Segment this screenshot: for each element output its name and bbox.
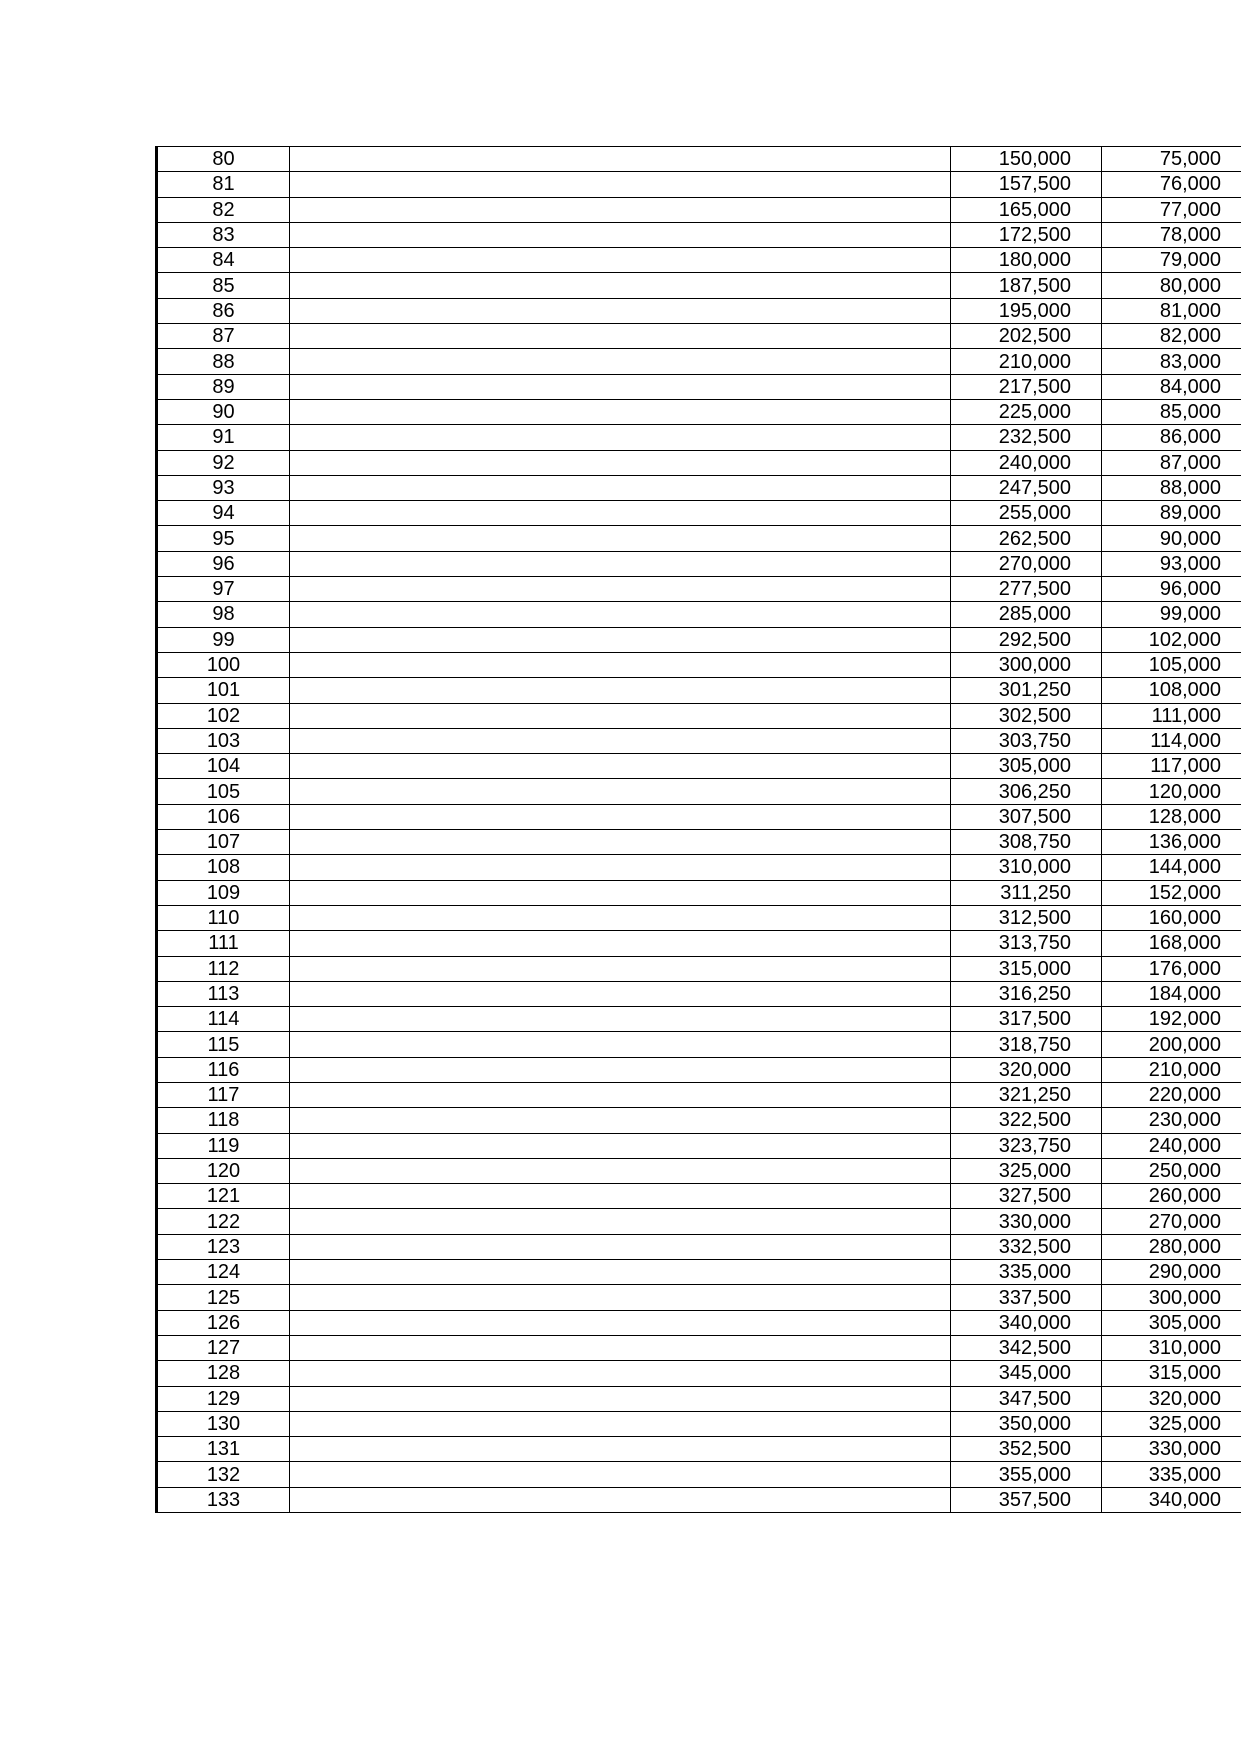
table-row [157,1082,1241,1107]
description-cell [290,981,951,1006]
amount-cell-secondary: 340,000 [1102,1487,1241,1512]
amount-cell-secondary: 79,000 [1102,248,1241,273]
description-cell [290,804,951,829]
row-number-cell: 101 [157,678,290,703]
row-number-cell: 82 [157,197,290,222]
amount-cell-secondary: 290,000 [1102,1260,1241,1285]
row-number-cell: 90 [157,399,290,424]
description-cell [290,1411,951,1436]
table-row [157,1133,1241,1158]
amount-cell: 165,000 [951,197,1102,222]
table-row [157,956,1241,981]
amount-cell-secondary: 99,000 [1102,602,1241,627]
amount-cell: 312,500 [951,905,1102,930]
description-cell [290,298,951,323]
description-cell [290,1487,951,1512]
table-row [157,374,1241,399]
amount-cell-secondary: 81,000 [1102,298,1241,323]
amount-cell: 310,000 [951,855,1102,880]
table-row [157,1158,1241,1183]
table-row [157,1361,1241,1386]
amount-cell-secondary: 270,000 [1102,1209,1241,1234]
row-number-cell: 118 [157,1108,290,1133]
amount-cell: 315,000 [951,956,1102,981]
description-cell [290,551,951,576]
amount-cell-secondary: 88,000 [1102,475,1241,500]
table-row [157,399,1241,424]
amount-cell: 321,250 [951,1082,1102,1107]
amount-cell: 342,500 [951,1335,1102,1360]
table-row [157,577,1241,602]
amount-cell: 320,000 [951,1057,1102,1082]
amount-cell-secondary: 220,000 [1102,1082,1241,1107]
description-cell [290,374,951,399]
description-cell [290,1184,951,1209]
amount-cell: 301,250 [951,678,1102,703]
document-page [155,146,1221,1513]
table-row [157,855,1241,880]
amount-cell-secondary: 78,000 [1102,222,1241,247]
description-cell [290,1234,951,1259]
amount-cell-secondary: 75,000 [1102,147,1241,172]
amount-cell-secondary: 84,000 [1102,374,1241,399]
amount-cell: 247,500 [951,475,1102,500]
amount-cell: 335,000 [951,1260,1102,1285]
description-cell [290,1108,951,1133]
amount-cell: 318,750 [951,1032,1102,1057]
row-number-cell: 124 [157,1260,290,1285]
amount-cell-secondary: 192,000 [1102,1007,1241,1032]
amount-cell: 355,000 [951,1462,1102,1487]
row-number-cell: 106 [157,804,290,829]
row-number-cell: 130 [157,1411,290,1436]
row-number-cell: 86 [157,298,290,323]
amount-cell-secondary: 108,000 [1102,678,1241,703]
row-number-cell: 84 [157,248,290,273]
row-number-cell: 108 [157,855,290,880]
table-row [157,1310,1241,1335]
description-cell [290,1057,951,1082]
row-number-cell: 110 [157,905,290,930]
amount-cell-secondary: 305,000 [1102,1310,1241,1335]
amount-cell: 255,000 [951,501,1102,526]
description-cell [290,399,951,424]
table-row [157,1411,1241,1436]
table-row [157,273,1241,298]
amount-cell: 332,500 [951,1234,1102,1259]
row-number-cell: 120 [157,1158,290,1183]
description-cell [290,1209,951,1234]
description-cell [290,1082,951,1107]
description-cell [290,1437,951,1462]
table-row [157,931,1241,956]
amount-cell: 357,500 [951,1487,1102,1512]
amount-cell: 150,000 [951,147,1102,172]
amount-cell-secondary: 117,000 [1102,754,1241,779]
amount-cell-secondary: 335,000 [1102,1462,1241,1487]
row-number-cell: 105 [157,779,290,804]
row-number-cell: 100 [157,652,290,677]
table-row [157,349,1241,374]
description-cell [290,703,951,728]
description-cell [290,1285,951,1310]
amount-cell-secondary: 102,000 [1102,627,1241,652]
row-number-cell: 122 [157,1209,290,1234]
row-number-cell: 121 [157,1184,290,1209]
amount-cell: 323,750 [951,1133,1102,1158]
description-cell [290,602,951,627]
table-row [157,1007,1241,1032]
amount-cell-secondary: 120,000 [1102,779,1241,804]
amount-cell-secondary: 128,000 [1102,804,1241,829]
description-cell [290,475,951,500]
amount-cell: 325,000 [951,1158,1102,1183]
amount-cell-secondary: 114,000 [1102,728,1241,753]
table-row [157,1335,1241,1360]
table-row [157,1462,1241,1487]
amount-cell: 187,500 [951,273,1102,298]
description-cell [290,450,951,475]
row-number-cell: 132 [157,1462,290,1487]
description-cell [290,652,951,677]
amount-cell: 300,000 [951,652,1102,677]
table-row [157,905,1241,930]
amount-cell-secondary: 168,000 [1102,931,1241,956]
amount-cell-secondary: 144,000 [1102,855,1241,880]
amount-cell: 157,500 [951,172,1102,197]
table-row [157,248,1241,273]
description-cell [290,678,951,703]
row-number-cell: 123 [157,1234,290,1259]
description-cell [290,1310,951,1335]
amount-cell: 352,500 [951,1437,1102,1462]
amount-cell: 313,750 [951,931,1102,956]
amount-cell-secondary: 160,000 [1102,905,1241,930]
table-row [157,652,1241,677]
row-number-cell: 112 [157,956,290,981]
table-row [157,425,1241,450]
description-cell [290,501,951,526]
table-row [157,324,1241,349]
amount-cell: 195,000 [951,298,1102,323]
amount-cell-secondary: 240,000 [1102,1133,1241,1158]
amount-cell: 308,750 [951,830,1102,855]
description-cell [290,1386,951,1411]
row-number-cell: 99 [157,627,290,652]
row-number-cell: 102 [157,703,290,728]
amount-cell: 337,500 [951,1285,1102,1310]
row-number-cell: 92 [157,450,290,475]
table-row [157,981,1241,1006]
amount-cell: 225,000 [951,399,1102,424]
amount-cell-secondary: 76,000 [1102,172,1241,197]
row-number-cell: 91 [157,425,290,450]
description-cell [290,577,951,602]
table-row [157,728,1241,753]
amount-cell-secondary: 83,000 [1102,349,1241,374]
table-row [157,526,1241,551]
table-row [157,501,1241,526]
table-row [157,147,1241,172]
amount-cell-secondary: 176,000 [1102,956,1241,981]
table-row [157,754,1241,779]
table-row [157,1184,1241,1209]
description-cell [290,248,951,273]
row-number-cell: 129 [157,1386,290,1411]
amount-cell-secondary: 77,000 [1102,197,1241,222]
table-row [157,197,1241,222]
row-number-cell: 80 [157,147,290,172]
table-row [157,1487,1241,1512]
description-cell [290,147,951,172]
description-cell [290,956,951,981]
row-number-cell: 109 [157,880,290,905]
amount-cell-secondary: 320,000 [1102,1386,1241,1411]
amount-cell: 317,500 [951,1007,1102,1032]
amount-cell: 306,250 [951,779,1102,804]
description-cell [290,222,951,247]
table-row [157,1032,1241,1057]
row-number-cell: 114 [157,1007,290,1032]
table-row [157,1234,1241,1259]
row-number-cell: 126 [157,1310,290,1335]
row-number-cell: 83 [157,222,290,247]
table-row [157,627,1241,652]
row-number-cell: 93 [157,475,290,500]
row-number-cell: 117 [157,1082,290,1107]
description-cell [290,273,951,298]
amount-cell-secondary: 300,000 [1102,1285,1241,1310]
table-row [157,804,1241,829]
amount-cell-secondary: 260,000 [1102,1184,1241,1209]
row-number-cell: 81 [157,172,290,197]
description-cell [290,627,951,652]
table-row [157,475,1241,500]
row-number-cell: 95 [157,526,290,551]
row-number-cell: 113 [157,981,290,1006]
table-row [157,1108,1241,1133]
description-cell [290,779,951,804]
amount-cell-secondary: 310,000 [1102,1335,1241,1360]
amount-cell: 345,000 [951,1361,1102,1386]
row-number-cell: 115 [157,1032,290,1057]
table-row [157,779,1241,804]
table-row [157,1057,1241,1082]
amount-cell: 180,000 [951,248,1102,273]
amount-cell-secondary: 87,000 [1102,450,1241,475]
amount-cell-secondary: 230,000 [1102,1108,1241,1133]
amount-cell: 322,500 [951,1108,1102,1133]
amount-cell: 202,500 [951,324,1102,349]
table-row [157,1209,1241,1234]
amount-cell-secondary: 85,000 [1102,399,1241,424]
amount-cell-secondary: 111,000 [1102,703,1241,728]
amount-cell-secondary: 200,000 [1102,1032,1241,1057]
amount-cell: 292,500 [951,627,1102,652]
amount-cell-secondary: 210,000 [1102,1057,1241,1082]
row-number-cell: 116 [157,1057,290,1082]
data-table [155,146,1241,1513]
amount-cell-secondary: 105,000 [1102,652,1241,677]
description-cell [290,349,951,374]
table-row [157,880,1241,905]
row-number-cell: 94 [157,501,290,526]
amount-cell: 270,000 [951,551,1102,576]
amount-cell: 307,500 [951,804,1102,829]
amount-cell: 330,000 [951,1209,1102,1234]
table-body [157,147,1241,1513]
table-row [157,678,1241,703]
amount-cell-secondary: 152,000 [1102,880,1241,905]
description-cell [290,1158,951,1183]
amount-cell-secondary: 330,000 [1102,1437,1241,1462]
row-number-cell: 131 [157,1437,290,1462]
row-number-cell: 127 [157,1335,290,1360]
description-cell [290,425,951,450]
row-number-cell: 107 [157,830,290,855]
description-cell [290,1007,951,1032]
table-row [157,450,1241,475]
amount-cell: 316,250 [951,981,1102,1006]
description-cell [290,324,951,349]
description-cell [290,526,951,551]
row-number-cell: 88 [157,349,290,374]
row-number-cell: 96 [157,551,290,576]
amount-cell-secondary: 80,000 [1102,273,1241,298]
row-number-cell: 87 [157,324,290,349]
description-cell [290,855,951,880]
amount-cell: 340,000 [951,1310,1102,1335]
description-cell [290,830,951,855]
amount-cell: 217,500 [951,374,1102,399]
description-cell [290,1032,951,1057]
row-number-cell: 128 [157,1361,290,1386]
row-number-cell: 97 [157,577,290,602]
row-number-cell: 89 [157,374,290,399]
description-cell [290,1133,951,1158]
description-cell [290,1335,951,1360]
amount-cell-secondary: 250,000 [1102,1158,1241,1183]
table-row [157,298,1241,323]
description-cell [290,197,951,222]
amount-cell: 240,000 [951,450,1102,475]
amount-cell-secondary: 82,000 [1102,324,1241,349]
row-number-cell: 119 [157,1133,290,1158]
row-number-cell: 104 [157,754,290,779]
amount-cell-secondary: 184,000 [1102,981,1241,1006]
amount-cell: 302,500 [951,703,1102,728]
amount-cell: 303,750 [951,728,1102,753]
amount-cell-secondary: 89,000 [1102,501,1241,526]
amount-cell: 210,000 [951,349,1102,374]
amount-cell: 277,500 [951,577,1102,602]
amount-cell: 232,500 [951,425,1102,450]
table-row [157,602,1241,627]
table-row [157,703,1241,728]
row-number-cell: 111 [157,931,290,956]
description-cell [290,1462,951,1487]
amount-cell-secondary: 86,000 [1102,425,1241,450]
table-row [157,1260,1241,1285]
description-cell [290,905,951,930]
table-row [157,1437,1241,1462]
description-cell [290,1361,951,1386]
amount-cell: 347,500 [951,1386,1102,1411]
amount-cell: 262,500 [951,526,1102,551]
description-cell [290,754,951,779]
table-row [157,830,1241,855]
amount-cell-secondary: 90,000 [1102,526,1241,551]
table-row [157,222,1241,247]
amount-cell: 305,000 [951,754,1102,779]
row-number-cell: 98 [157,602,290,627]
description-cell [290,728,951,753]
amount-cell-secondary: 96,000 [1102,577,1241,602]
table-row [157,1285,1241,1310]
table-row [157,172,1241,197]
amount-cell-secondary: 325,000 [1102,1411,1241,1436]
amount-cell-secondary: 280,000 [1102,1234,1241,1259]
amount-cell-secondary: 93,000 [1102,551,1241,576]
row-number-cell: 103 [157,728,290,753]
row-number-cell: 125 [157,1285,290,1310]
table-row [157,1386,1241,1411]
row-number-cell: 85 [157,273,290,298]
amount-cell-secondary: 315,000 [1102,1361,1241,1386]
amount-cell: 285,000 [951,602,1102,627]
description-cell [290,931,951,956]
description-cell [290,172,951,197]
description-cell [290,1260,951,1285]
amount-cell-secondary: 136,000 [1102,830,1241,855]
amount-cell: 172,500 [951,222,1102,247]
amount-cell: 311,250 [951,880,1102,905]
row-number-cell: 133 [157,1487,290,1512]
amount-cell: 350,000 [951,1411,1102,1436]
description-cell [290,880,951,905]
table-row [157,551,1241,576]
amount-cell: 327,500 [951,1184,1102,1209]
